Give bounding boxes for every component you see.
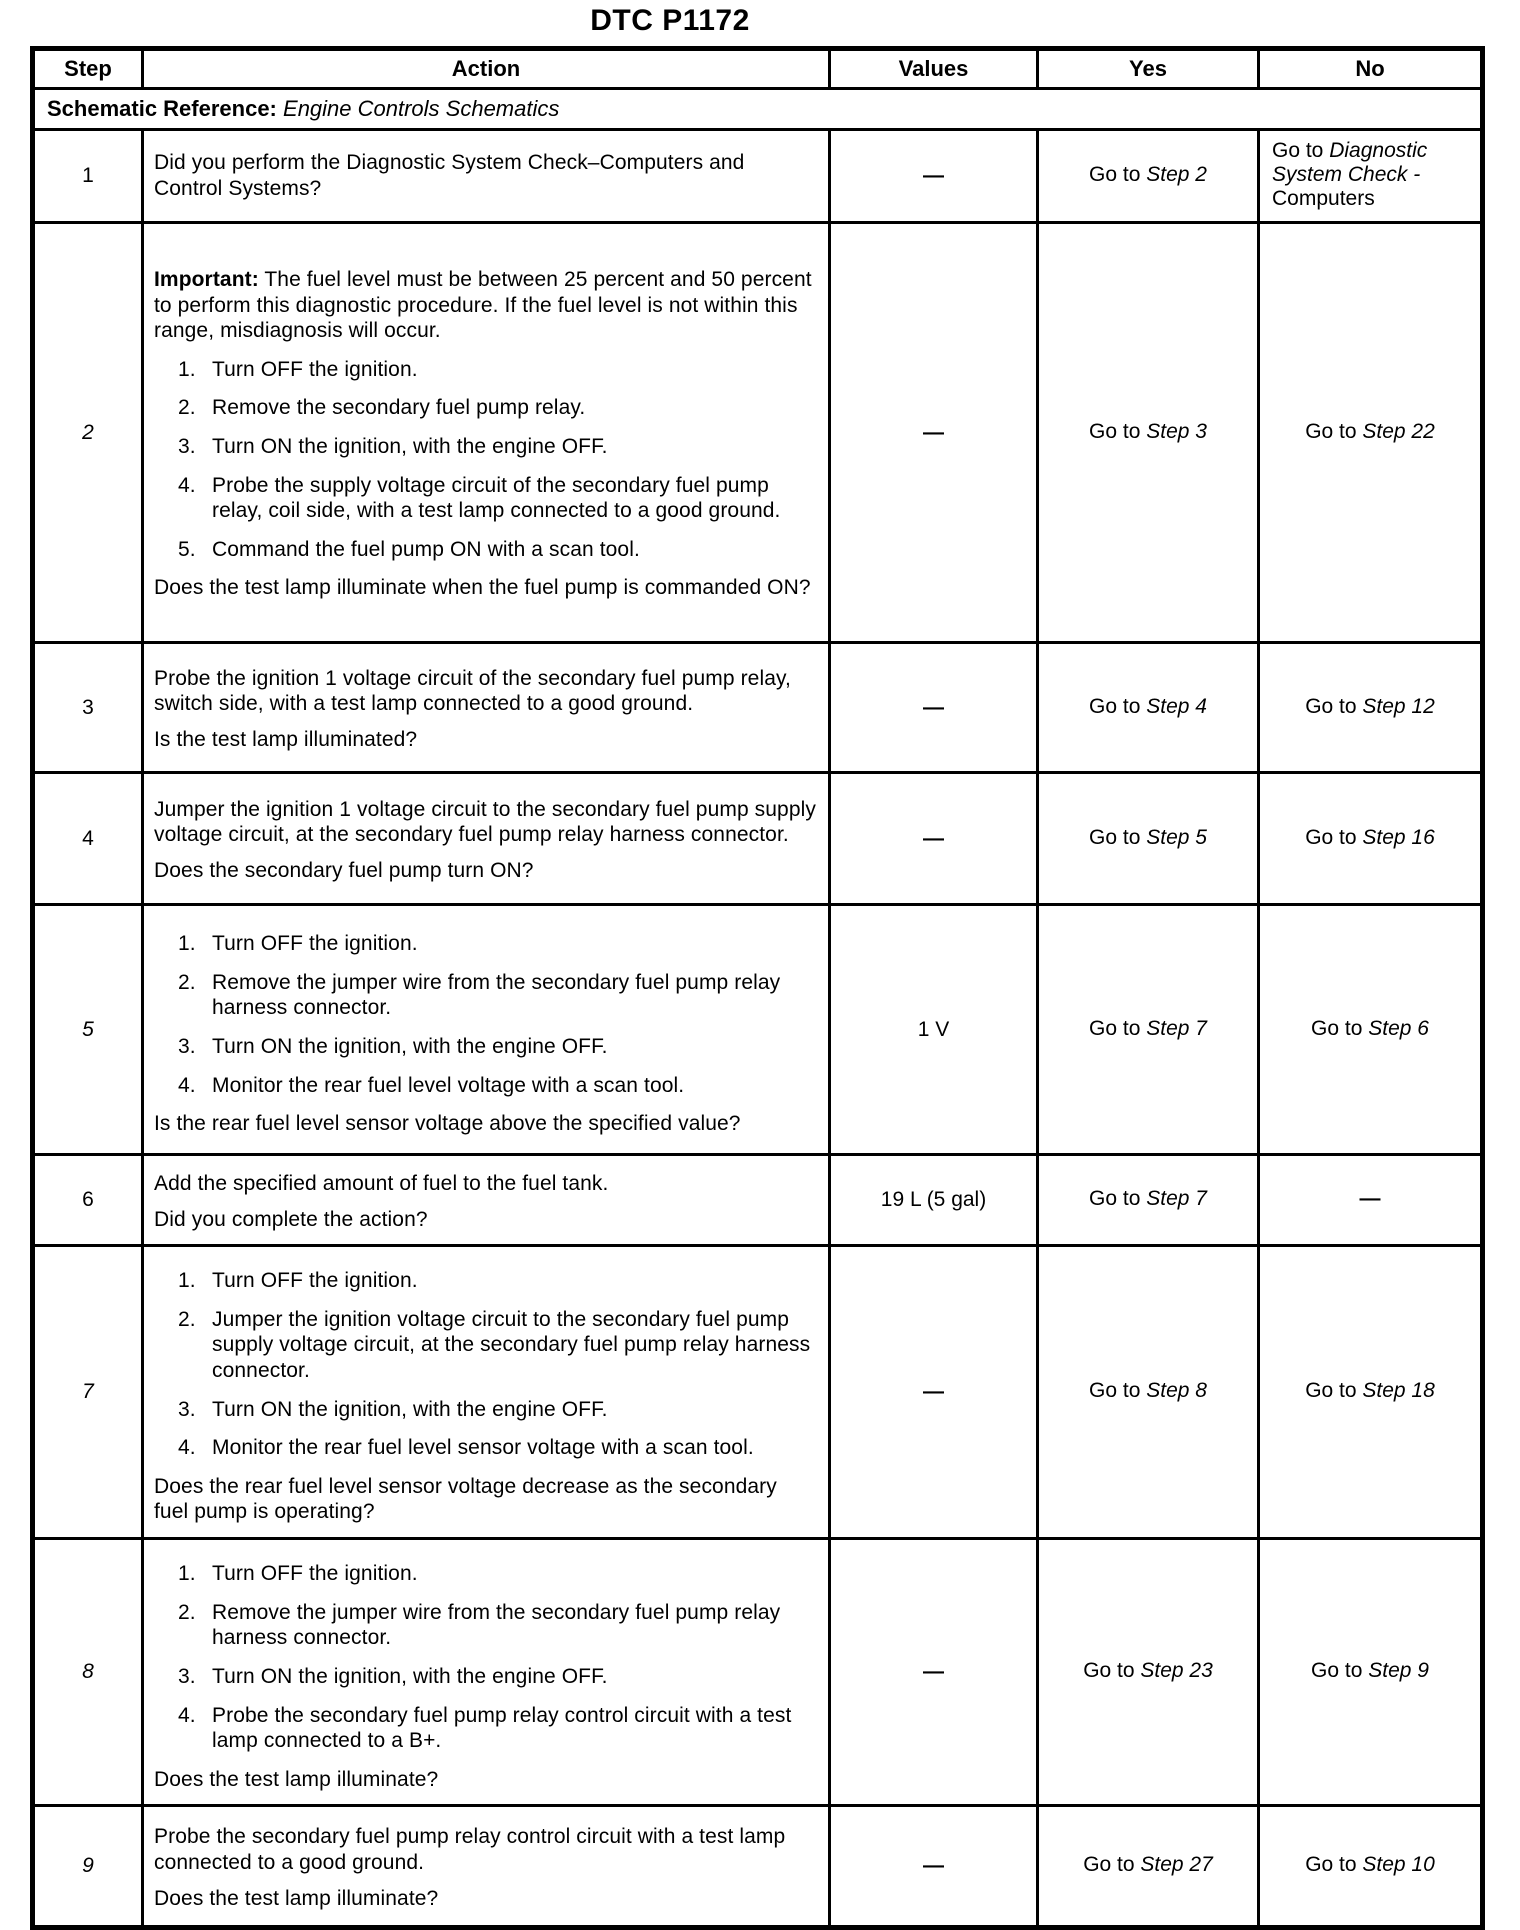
table-row xyxy=(33,1806,1483,1928)
action-list-item: 2. Remove the secondary fuel pump relay. xyxy=(178,396,586,420)
step-cell: 7 xyxy=(33,1246,143,1539)
action-list-item: 1. Turn OFF the ignition. xyxy=(178,357,418,381)
yes-cell: Go to Step 23 xyxy=(1038,1539,1259,1806)
no-cell: Go to Step 18 xyxy=(1259,1246,1483,1539)
step-cell: 9 xyxy=(33,1806,143,1928)
dash: — xyxy=(923,420,944,444)
action-cell xyxy=(143,773,830,905)
action-cell xyxy=(143,1806,830,1928)
table-row xyxy=(33,1539,1483,1806)
step-cell: 3 xyxy=(33,643,143,773)
dash: — xyxy=(1359,1187,1381,1211)
schematic-reference-cell xyxy=(33,89,1483,130)
no-cell: Go to Step 16 xyxy=(1259,773,1483,905)
action-list-item: 1. Turn OFF the ignition. xyxy=(178,932,418,956)
schematic-reference-row xyxy=(33,89,1483,130)
dash: — xyxy=(923,1660,944,1684)
col-header-yes: Yes xyxy=(1038,49,1259,89)
action-list-item: 2. Remove the jumper wire from the secondary fuel pump relay harness connector. xyxy=(178,1600,781,1650)
action-question: Is the test lamp illuminated? xyxy=(154,727,418,751)
step-cell: 6 xyxy=(33,1155,143,1246)
yes-cell: Go to Step 27 xyxy=(1038,1806,1259,1928)
header-row xyxy=(33,49,1483,89)
no-cell: Go to Step 22 xyxy=(1259,223,1483,643)
action-paragraph: Probe the secondary fuel pump relay control circuit with a test lamp connected to a good ground. xyxy=(154,1825,786,1875)
action-paragraph: Jumper the ignition 1 voltage circuit to the secondary fuel pump supply voltage circuit, at the secondary fuel pump relay harness connector. xyxy=(154,797,816,847)
values-cell xyxy=(830,130,1038,223)
table-row xyxy=(33,130,1483,223)
table-row xyxy=(33,1246,1483,1539)
action-question: Does the test lamp illuminate when the fuel pump is commanded ON? xyxy=(154,576,811,600)
values-cell xyxy=(830,1539,1038,1806)
no-cell: Go to Step 12 xyxy=(1259,643,1483,773)
values-cell: 1 V xyxy=(830,905,1038,1155)
yes-cell: Go to Step 7 xyxy=(1038,905,1259,1155)
table-row xyxy=(33,643,1483,773)
action-list-item: 1. Turn OFF the ignition. xyxy=(178,1562,418,1586)
action-cell xyxy=(143,905,830,1155)
action-cell xyxy=(143,1539,830,1806)
yes-cell: Go to Step 3 xyxy=(1038,223,1259,643)
col-header-values: Values xyxy=(830,49,1038,89)
step-cell: 4 xyxy=(33,773,143,905)
no-cell: Go to Diagnostic System Check - Computers xyxy=(1259,130,1483,223)
dtc-table xyxy=(30,46,1485,1930)
col-header-no: No xyxy=(1259,49,1483,89)
action-list-item: 4. Monitor the rear fuel level voltage with a scan tool. xyxy=(178,1073,685,1097)
yes-cell: Go to Step 7 xyxy=(1038,1155,1259,1246)
action-cell xyxy=(143,130,830,223)
action-list-item: 2. Remove the jumper wire from the secondary fuel pump relay harness connector. xyxy=(178,970,781,1020)
yes-cell: Go to Step 2 xyxy=(1038,130,1259,223)
action-list-item: 4. Monitor the rear fuel level sensor voltage with a scan tool. xyxy=(178,1436,754,1460)
action-question: Did you complete the action? xyxy=(154,1207,428,1231)
action-question: Is the rear fuel level sensor voltage above the specified value? xyxy=(154,1112,741,1136)
values-cell xyxy=(830,773,1038,905)
action-paragraph: Important: The fuel level must be between 25 percent and 50 percent to perform this diagnostic procedure. If the fuel level is not within this range, misdiagnosis will occur. xyxy=(154,267,812,343)
dash: — xyxy=(923,164,944,187)
no-cell: Go to Step 6 xyxy=(1259,905,1483,1155)
values-cell: 19 L (5 gal) xyxy=(830,1155,1038,1246)
action-paragraph: Probe the ignition 1 voltage circuit of the secondary fuel pump relay, switch side, with a test lamp connected to a good ground. xyxy=(154,666,791,716)
step-cell: 2 xyxy=(33,223,143,643)
no-cell: Go to Step 9 xyxy=(1259,1539,1483,1806)
action-list-item: 3. Turn ON the ignition, with the engine OFF. xyxy=(178,435,608,458)
values-cell xyxy=(830,643,1038,773)
action-question: Does the secondary fuel pump turn ON? xyxy=(154,858,534,882)
page-title: DTC P1172 xyxy=(590,4,750,37)
action-list-item: 5. Command the fuel pump ON with a scan tool. xyxy=(178,537,640,561)
yes-cell: Go to Step 8 xyxy=(1038,1246,1259,1539)
dash: — xyxy=(923,826,944,850)
action-cell xyxy=(143,223,830,643)
dash: — xyxy=(923,1380,944,1404)
step-cell: 8 xyxy=(33,1539,143,1806)
dash: — xyxy=(923,1854,944,1878)
action-question: Does the test lamp illuminate? xyxy=(154,1767,439,1791)
schematic-reference-value: Engine Controls Schematics xyxy=(283,96,560,121)
action-list-item: 4. Probe the secondary fuel pump relay control circuit with a test lamp connected to a B+. xyxy=(178,1703,792,1753)
action-question: Does the rear fuel level sensor voltage decrease as the secondary fuel pump is operating? xyxy=(154,1474,777,1524)
values-cell xyxy=(830,1246,1038,1539)
col-header-action: Action xyxy=(143,49,830,89)
schematic-reference-label: Schematic Reference: xyxy=(47,96,277,121)
action-paragraph: Add the specified amount of fuel to the fuel tank. xyxy=(154,1172,609,1195)
action-list-item: 2. Jumper the ignition voltage circuit to the secondary fuel pump supply voltage circuit, at the secondary fuel pump relay harness connector. xyxy=(178,1307,811,1383)
table-row xyxy=(33,223,1483,643)
step-cell: 5 xyxy=(33,905,143,1155)
action-list-item: 3. Turn ON the ignition, with the engine OFF. xyxy=(178,1397,608,1421)
action-paragraph: Did you perform the Diagnostic System Check–Computers and Control Systems? xyxy=(154,151,745,200)
yes-cell: Go to Step 4 xyxy=(1038,643,1259,773)
values-cell xyxy=(830,223,1038,643)
no-cell: Go to Step 10 xyxy=(1259,1806,1483,1928)
action-question: Does the test lamp illuminate? xyxy=(154,1886,439,1910)
action-cell xyxy=(143,1246,830,1539)
table-row xyxy=(33,905,1483,1155)
table-row xyxy=(33,1155,1483,1246)
action-list-item: 3. Turn ON the ignition, with the engine OFF. xyxy=(178,1664,608,1688)
values-cell xyxy=(830,1806,1038,1928)
action-cell xyxy=(143,643,830,773)
table-row xyxy=(33,773,1483,905)
step-cell: 1 xyxy=(33,130,143,223)
action-list-item: 4. Probe the supply voltage circuit of the secondary fuel pump relay, coil side, with a test lamp connected to a good ground. xyxy=(178,473,781,523)
col-header-step: Step xyxy=(33,49,143,89)
action-list-item: 1. Turn OFF the ignition. xyxy=(178,1269,418,1293)
no-cell xyxy=(1259,1155,1483,1246)
dash: — xyxy=(923,695,944,719)
yes-cell: Go to Step 5 xyxy=(1038,773,1259,905)
action-list-item: 3. Turn ON the ignition, with the engine OFF. xyxy=(178,1035,608,1058)
action-cell xyxy=(143,1155,830,1246)
